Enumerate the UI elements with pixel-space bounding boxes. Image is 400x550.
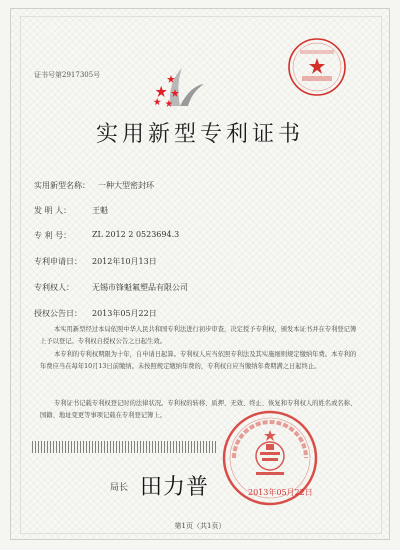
inventor-label: 发 明 人：: [34, 206, 72, 215]
page-footer: 第1页（共1页）: [174, 522, 226, 530]
director-label: 局长: [110, 483, 129, 493]
body-paragraph: 本实用新型经过本局依照中华人民共和国专利法进行初步审查，决定授予专利权，颁发本证书并在专利登记簿上予以登记。专利权自授权公告之日起生效。: [40, 326, 357, 346]
director-signature: 田力普: [140, 475, 210, 500]
invention-name-value: 一种大型密封环: [98, 181, 154, 190]
invention-name-label: 实用新型名称：: [34, 181, 90, 190]
body-paragraph: 本专利的专利权期限为十年，自申请日起算。专利权人应当依照专利法及其实施细则规定缴纳年费。本专利的年费应当在每年10月13日前缴纳。未按照规定缴纳年费的，专利权自应当缴纳年费期满之日起终止。: [40, 351, 357, 371]
filing-date-value: 2012年10月13日: [92, 257, 157, 266]
inventor-value: 王魁: [92, 206, 108, 215]
body-paragraph: 专利证书记载专利权登记时的法律状况。专利权的转移、质押、无效、终止、恢复和专利权人的姓名或名称、国籍、地址变更等事项记载在专利登记簿上。: [40, 400, 357, 420]
patent-holder-value: 无锡市锋魁氟塑品有限公司: [92, 283, 188, 292]
certificate-title: 实用新型专利证书: [95, 122, 304, 147]
patent-office-emblem: [150, 62, 210, 110]
patent-holder-label: 专利权人：: [34, 283, 74, 292]
patent-number-value: ZL 2012 2 0523694.3: [92, 230, 180, 239]
filing-date-label: 专利申请日：: [34, 257, 82, 266]
patent-number-label: 专 利 号：: [34, 231, 72, 240]
grant-date-value: 2013年05月22日: [92, 309, 157, 318]
seal-date: 2013年05月22日: [248, 488, 313, 497]
barcode: [32, 441, 218, 453]
company-stamp: [286, 36, 348, 98]
certificate-number: 证书号第2917305号: [34, 71, 101, 79]
grant-date-label: 授权公告日：: [34, 309, 82, 318]
